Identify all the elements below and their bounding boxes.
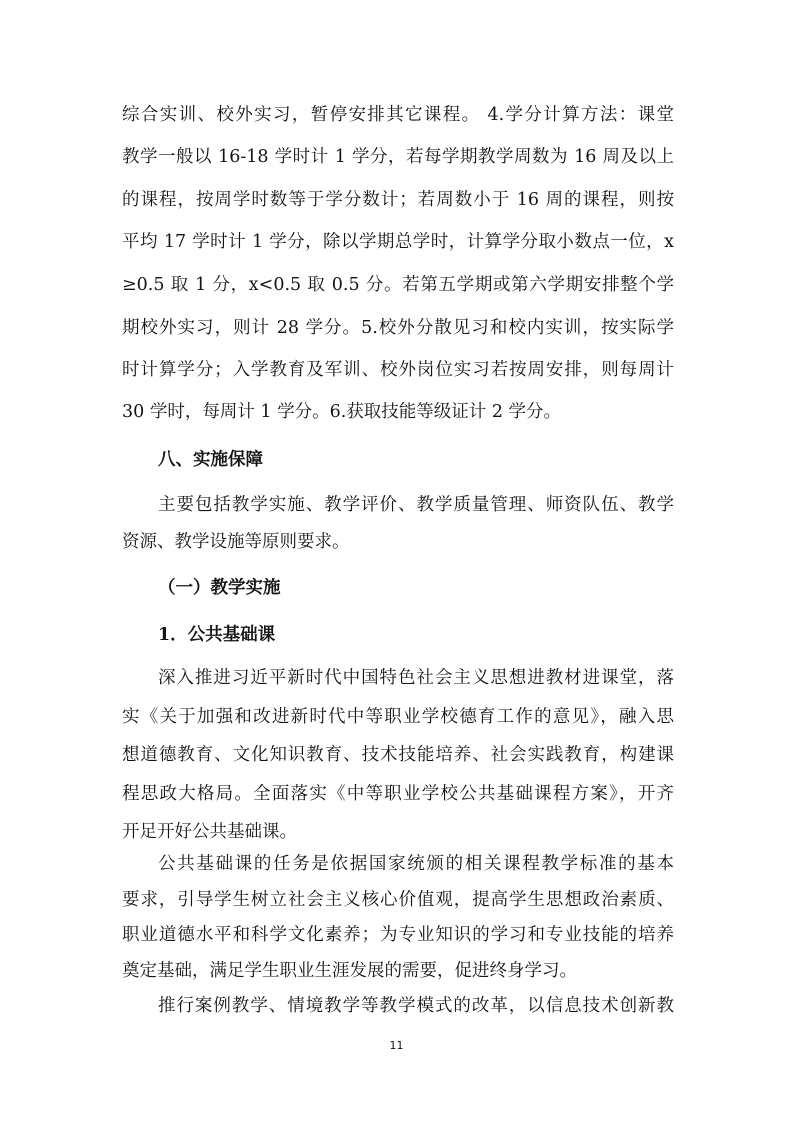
section-heading: 八、实施保障 bbox=[158, 450, 263, 470]
text-line: ≥0.5 取 1 分，x<0.5 取 0.5 分。若第五学期或第六学期安排整个学 bbox=[122, 275, 674, 295]
text-line: 的课程，按周学时数等于学分数计；若周数小于 16 周的课程，则按 bbox=[122, 190, 674, 210]
text-line: 平均 17 学时计 1 学分，除以学期总学时，计算学分取小数点一位，x bbox=[122, 232, 674, 252]
text-line: 奠定基础，满足学生职业生涯发展的需要，促进终身学习。 bbox=[122, 961, 577, 981]
subsection-heading: （一）教学实施 bbox=[158, 578, 281, 598]
text-line: 公共基础课的任务是依据国家统颁的相关课程教学标准的基本 bbox=[158, 854, 674, 874]
text-line: 时计算学分；入学教育及军训、校外岗位实习若按周安排，则每周计 bbox=[122, 360, 674, 380]
subsubsection-heading: 1．公共基础课 bbox=[158, 625, 276, 645]
text-line: 职业道德水平和科学文化素养；为专业知识的学习和专业技能的培养 bbox=[122, 925, 674, 945]
text-line: 深入推进习近平新时代中国特色社会主义思想进教材进课堂，落 bbox=[158, 668, 674, 688]
text-line: 30 学时，每周计 1 学分。6.获取技能等级证计 2 学分。 bbox=[122, 402, 562, 422]
text-line: 综合实训、校外实习，暂停安排其它课程。 4.学分计算方法：课堂 bbox=[122, 105, 674, 125]
text-line: 教学一般以 16-18 学时计 1 学分，若每学期教学周数为 16 周及以上 bbox=[122, 147, 674, 167]
text-line: 推行案例教学、情境教学等教学模式的改革，以信息技术创新教 bbox=[158, 996, 674, 1016]
text-line: 实《关于加强和改进新时代中等职业学校德育工作的意见》，融入思 bbox=[122, 707, 674, 727]
text-line: 资源、教学设施等原则要求。 bbox=[122, 532, 350, 552]
text-line: 期校外实习，则计 28 学分。5.校外分散见习和校内实训，按实际学 bbox=[122, 318, 674, 338]
page-number: 11 bbox=[389, 1039, 404, 1052]
text-line: 主要包括教学实施、教学评价、教学质量管理、师资队伍、教学 bbox=[158, 495, 674, 515]
text-line: 程思政大格局。全面落实《中等职业学校公共基础课程方案》，开齐 bbox=[122, 784, 674, 804]
text-line: 想道德教育、文化知识教育、技术技能培养、社会实践教育，构建课 bbox=[122, 745, 674, 765]
text-line: 要求，引导学生树立社会主义核心价值观，提高学生思想政治素质、 bbox=[122, 890, 674, 910]
text-line: 开足开好公共基础课。 bbox=[122, 822, 297, 842]
